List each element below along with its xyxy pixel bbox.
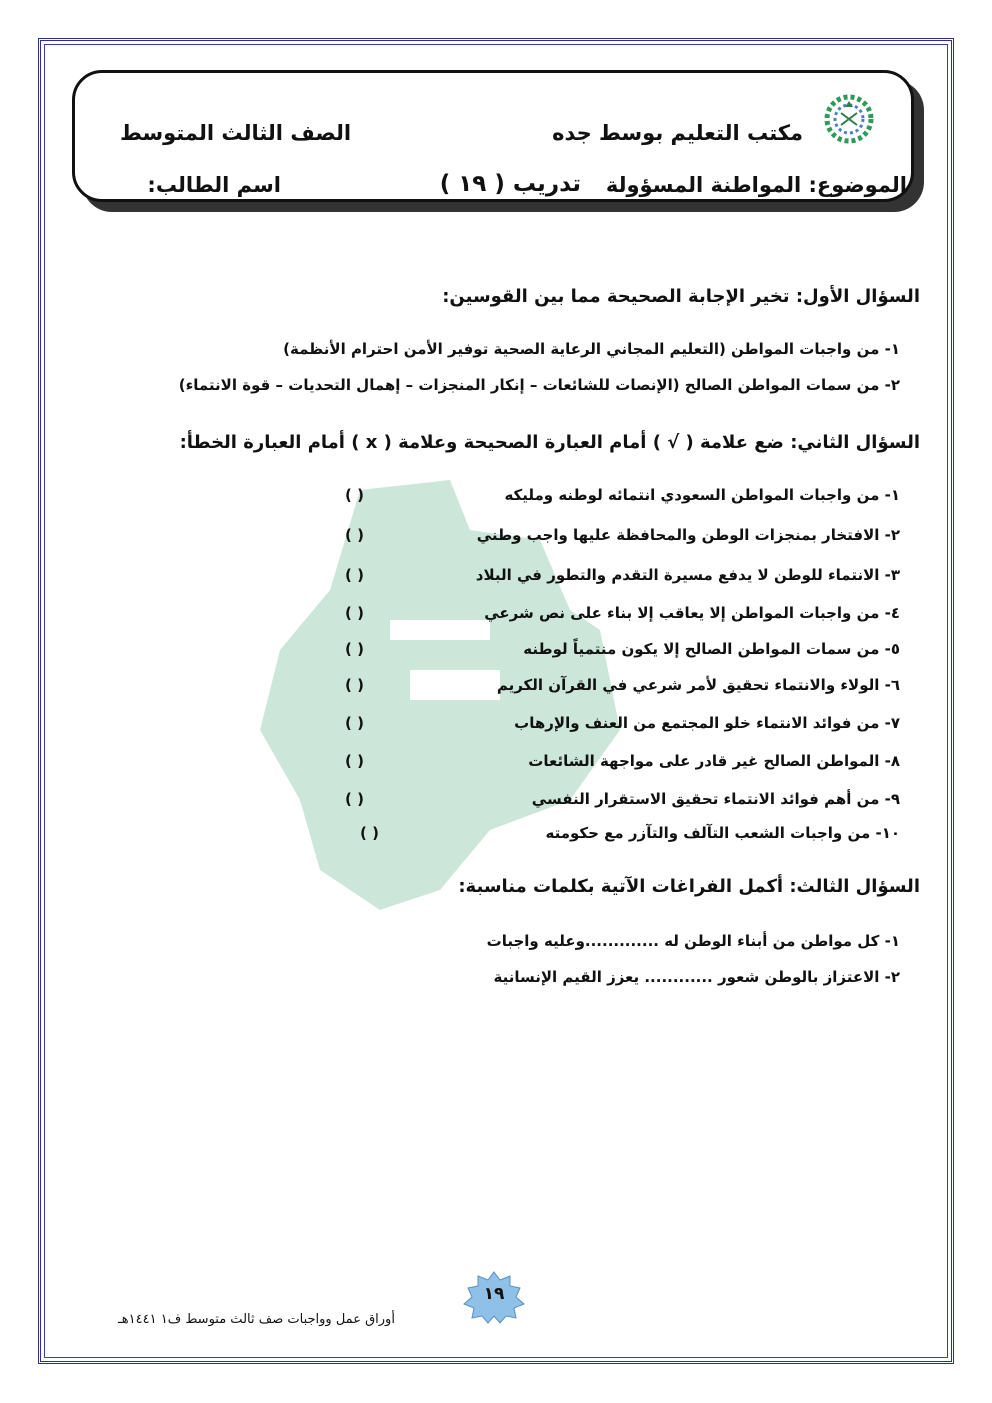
page-number: ١٩: [483, 1284, 505, 1304]
header-box: [72, 70, 914, 202]
grade-label: الصف الثالث المتوسط: [120, 121, 352, 145]
answer-parentheses[interactable]: ( ): [345, 604, 364, 622]
q2-item: ٥- من سمات المواطن الصالح إلا يكون منتمياً لوطنه: [523, 640, 900, 658]
answer-parentheses[interactable]: ( ): [345, 790, 364, 808]
q2-title: السؤال الثاني: ضع علامة ( √ ) أمام العبارة الصحيحة وعلامة ( x ) أمام العبارة الخطأ:: [179, 432, 920, 453]
q3-item: ٢- الاعتزاز بالوطن شعور ............ يعزز القيم الإنسانية: [493, 968, 900, 986]
training-label: تدريب ( ١٩ ): [439, 171, 581, 197]
answer-parentheses[interactable]: ( ): [345, 752, 364, 770]
office-name: مكتب التعليم بوسط جده: [552, 121, 803, 145]
q3-title: السؤال الثالث: أكمل الفراغات الآتية بكلمات مناسبة:: [458, 876, 920, 897]
answer-parentheses[interactable]: ( ): [345, 526, 364, 544]
footer-text: أوراق عمل وواجبات صف ثالث متوسط ف١ ١٤٤١هـ: [118, 1312, 395, 1327]
q2-item: ٣- الانتماء للوطن لا يدفع مسيرة التقدم والتطور في البلاد: [475, 566, 900, 584]
q2-item: ٩- من أهم فوائد الانتماء تحقيق الاستقرار النفسي: [531, 790, 900, 808]
answer-parentheses[interactable]: ( ): [345, 486, 364, 504]
subject-label: الموضوع: المواطنة المسؤولة: [605, 173, 907, 197]
answer-parentheses[interactable]: ( ): [345, 566, 364, 584]
answer-parentheses[interactable]: ( ): [360, 824, 379, 842]
q2-item: ١٠- من واجبات الشعب التآلف والتآزر مع حكومته: [545, 824, 900, 842]
answer-parentheses[interactable]: ( ): [345, 676, 364, 694]
q1-title: السؤال الأول: تخير الإجابة الصحيحة مما بين القوسين:: [442, 286, 920, 307]
q2-item: ٧- من فوائد الانتماء خلو المجتمع من العنف والإرهاب: [514, 714, 900, 732]
answer-parentheses[interactable]: ( ): [345, 640, 364, 658]
q1-item: ١- من واجبات المواطن (التعليم المجاني الرعاية الصحية توفير الأمن احترام الأنظمة): [283, 340, 900, 358]
q3-item: ١- كل مواطن من أبناء الوطن له .............وعليه واجبات: [486, 932, 900, 950]
q2-item: ٤- من واجبات المواطن إلا يعاقب إلا بناء على نص شرعي: [484, 604, 900, 622]
ministry-logo-icon: [817, 91, 881, 147]
q2-item: ٢- الافتخار بمنجزات الوطن والمحافظة عليها واجب وطني: [476, 526, 900, 544]
student-name-label: اسم الطالب:: [147, 173, 281, 197]
answer-parentheses[interactable]: ( ): [345, 714, 364, 732]
q2-item: ٦- الولاء والانتماء تحقيق لأمر شرعي في القرآن الكريم: [496, 676, 900, 694]
q2-item: ٨- المواطن الصالح غير قادر على مواجهة الشائعات: [528, 752, 900, 770]
q2-item: ١- من واجبات المواطن السعودي انتمائه لوطنه ومليكه: [504, 486, 900, 504]
q1-item: ٢- من سمات المواطن الصالح (الإنصات للشائعات – إنكار المنجزات – إهمال التحديات – قوة الانتماء): [178, 376, 900, 394]
